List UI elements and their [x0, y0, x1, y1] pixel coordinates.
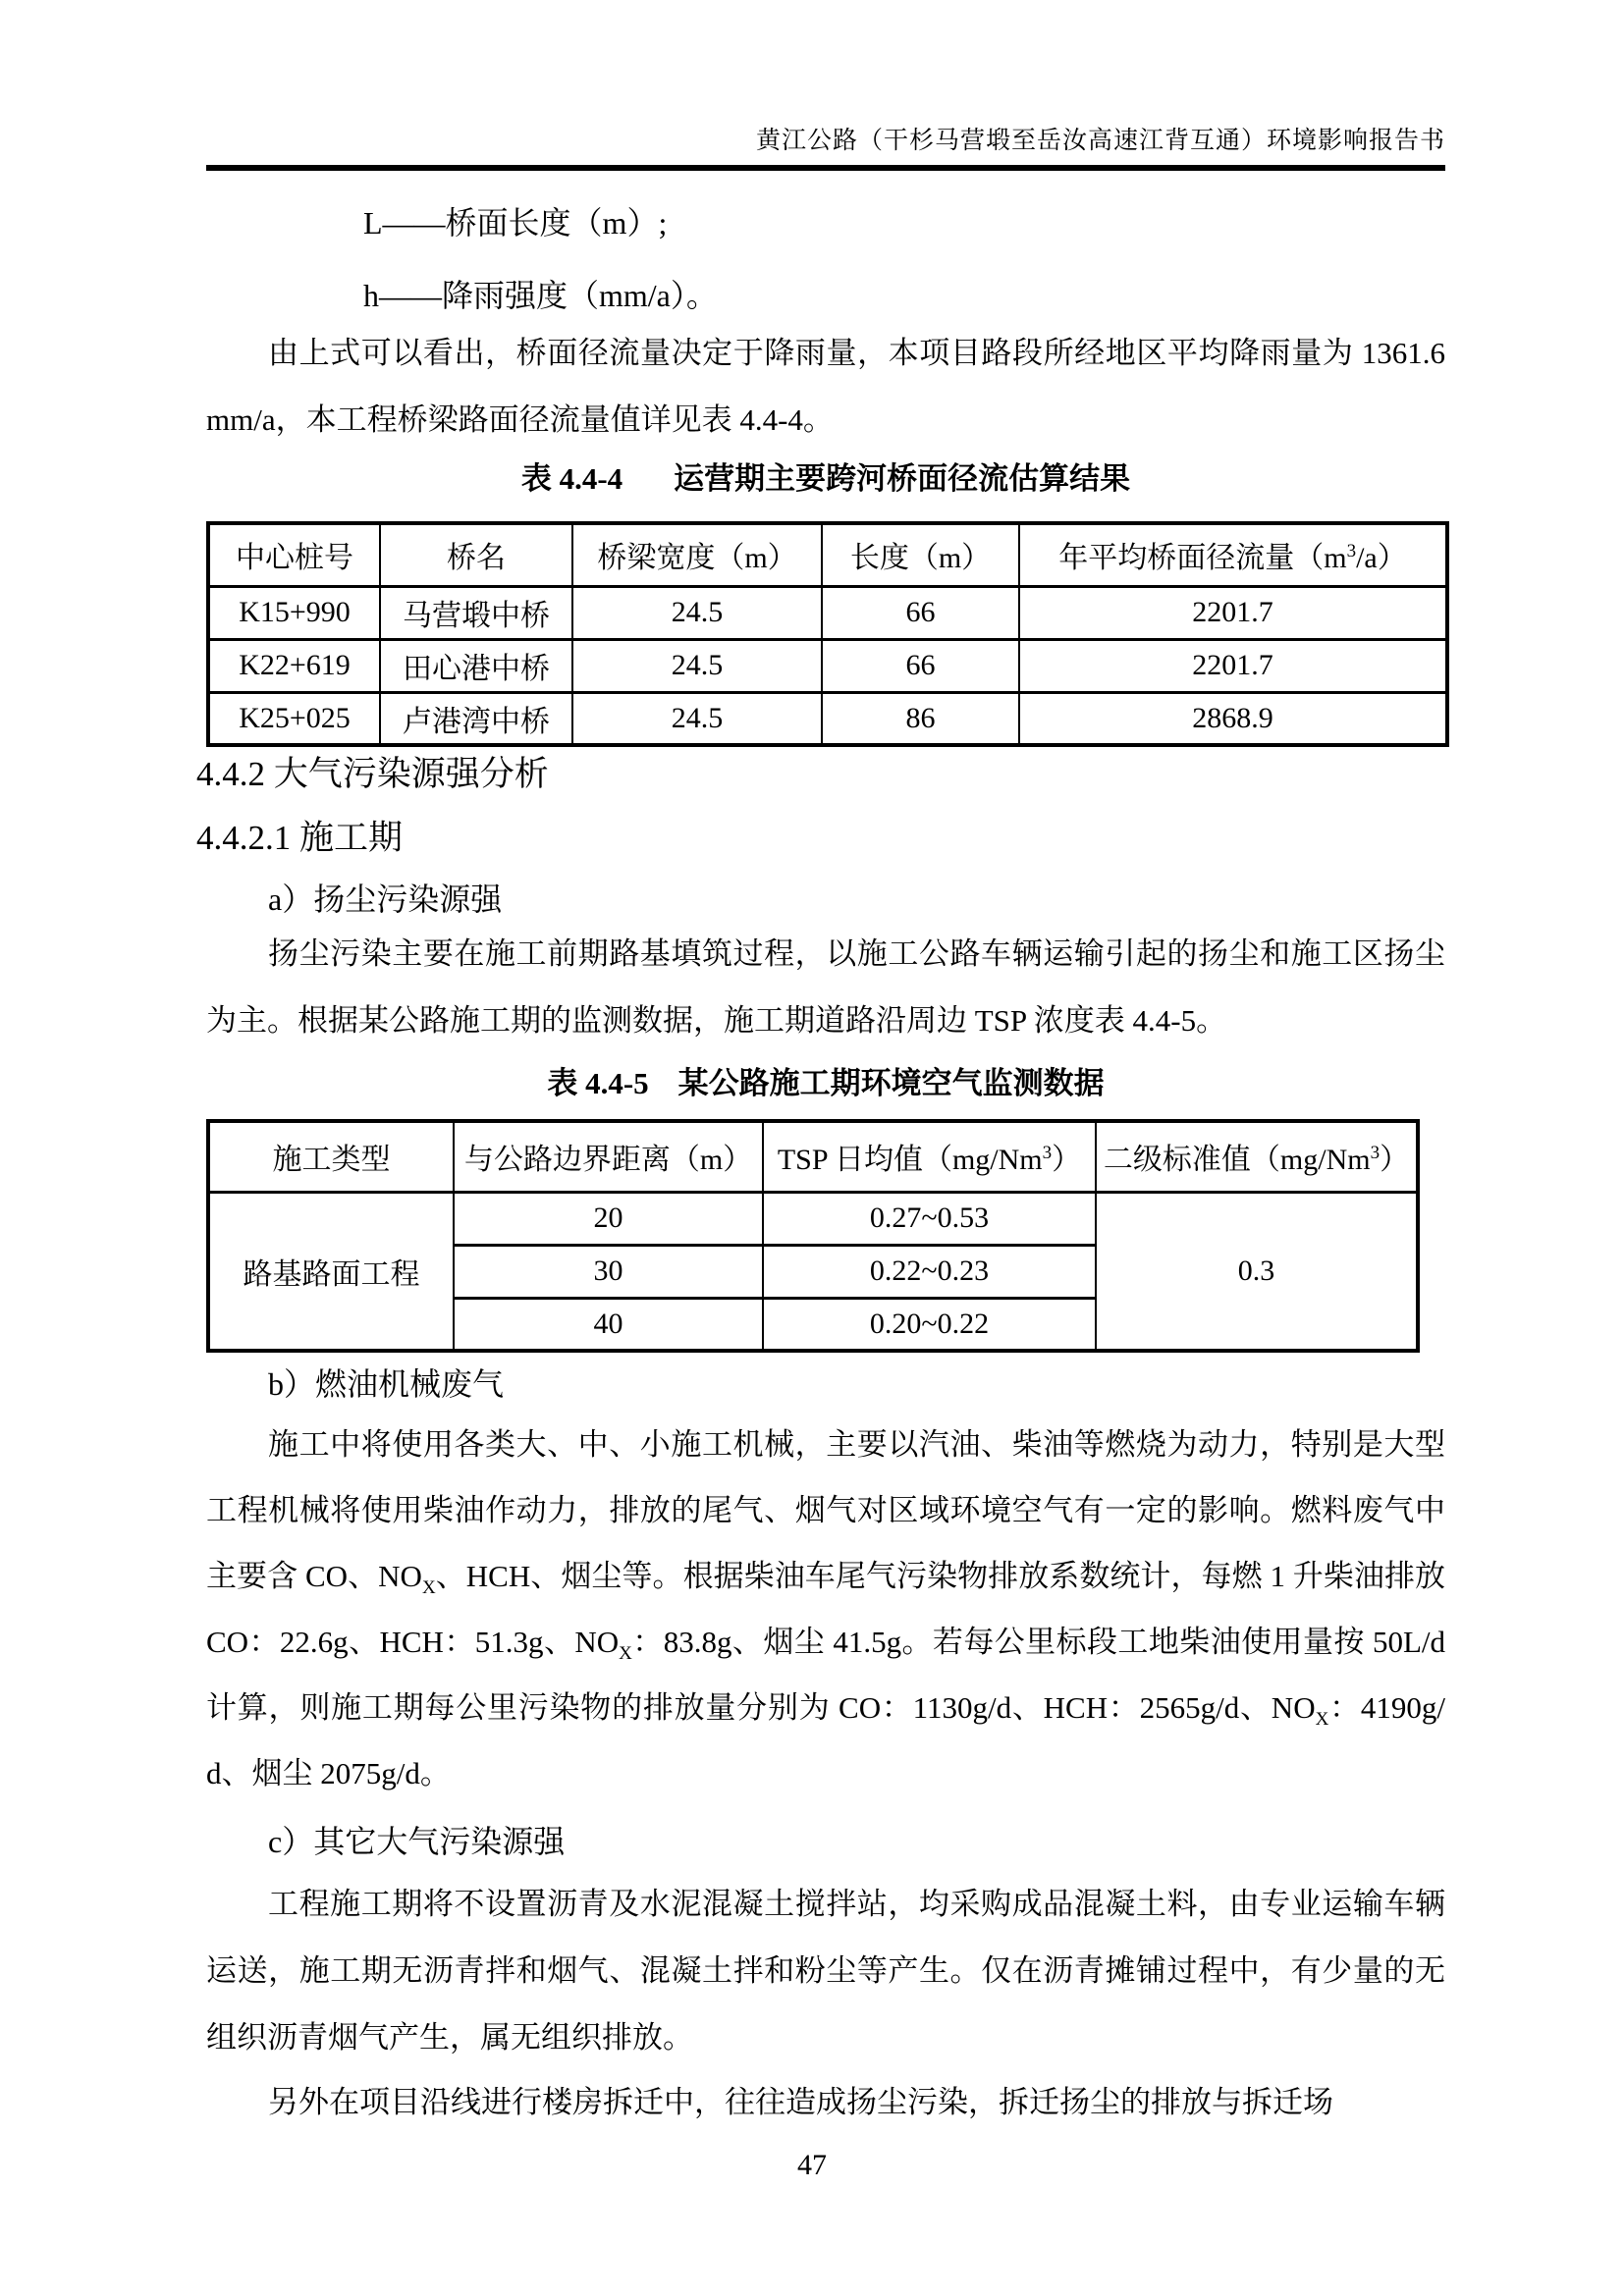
cell-tsp: 0.20~0.22	[763, 1298, 1096, 1351]
col-header-bridge-name: 桥名	[380, 523, 572, 586]
table-4-4-5-caption-title: 某公路施工期环境空气监测数据	[677, 1066, 1105, 1100]
heading-4-4-2: 4.4.2 大气污染源强分析	[196, 755, 549, 793]
paragraph-demolition: 另外在项目沿线进行楼房拆迁中，往往造成扬尘污染，拆迁扬尘的排放与拆迁场	[268, 2085, 1333, 2119]
table-air-monitoring	[206, 1119, 1420, 1353]
col-header-distance: 与公路边界距离（m）	[454, 1121, 763, 1192]
cell-distance: 20	[454, 1192, 763, 1245]
subscript-x: X	[1315, 1709, 1329, 1731]
cell-bridge-name: 马营塅中桥	[380, 586, 572, 639]
cell-length: 66	[822, 639, 1019, 692]
definition-rain-intensity: h——降雨强度（mm/a）。	[363, 278, 718, 313]
cell-stake: K15+990	[208, 586, 380, 639]
table-row	[208, 1121, 1418, 1192]
cell-stake: K22+619	[208, 639, 380, 692]
col-header-standard: 二级标准值（mg/Nm$^3$）	[1096, 1121, 1418, 1192]
cell-bridge-name: 卢港湾中桥	[380, 692, 572, 745]
cell-runoff: 2201.7	[1019, 639, 1447, 692]
cell-width: 24.5	[572, 586, 822, 639]
table-bridge-runoff	[206, 521, 1449, 747]
item-a-dust-source: a）扬尘污染源强	[268, 881, 503, 917]
table-row	[208, 639, 1447, 692]
cell-tsp: 0.27~0.53	[763, 1192, 1096, 1245]
page-number: 47	[797, 2149, 827, 2181]
cell-width: 24.5	[572, 692, 822, 745]
cell-length: 66	[822, 586, 1019, 639]
subscript-x: X	[421, 1577, 436, 1599]
superscript-3: 3	[1370, 1143, 1380, 1164]
item-c-other-sources: c）其它大气污染源强	[268, 1824, 566, 1859]
table-row	[208, 1192, 1418, 1245]
cell-construction-type: 路基路面工程	[208, 1192, 454, 1351]
superscript-3: 3	[1042, 1143, 1053, 1164]
heading-4-4-2-1: 4.4.2.1 施工期	[196, 819, 404, 857]
subscript-x: X	[619, 1643, 632, 1665]
col-header-tsp: TSP 日均值（mg/Nm$^3$）	[763, 1121, 1096, 1192]
page-header-rule	[206, 165, 1445, 171]
cell-distance: 40	[454, 1298, 763, 1351]
table-row	[208, 692, 1447, 745]
table-4-4-4-caption-label: 表 4.4-4	[520, 461, 623, 496]
cell-runoff: 2201.7	[1019, 586, 1447, 639]
col-header-width: 桥梁宽度（m）	[572, 523, 822, 586]
cell-standard: 0.3	[1096, 1192, 1418, 1351]
paragraph-runoff-intro: 由上式可以看出，桥面径流量决定于降雨量，本项目路段所经地区平均降雨量为 1361.6mm/a，本工程桥梁路面径流量值详见表 4.4-4。	[206, 336, 1445, 437]
cell-tsp: 0.22~0.23	[763, 1245, 1096, 1298]
page-header-title: 黄江公路（干杉马营塅至岳汝高速江背互通）环境影响报告书	[755, 128, 1445, 154]
superscript-3: 3	[1346, 541, 1357, 562]
col-header-construction-type: 施工类型	[208, 1121, 454, 1192]
paragraph-fuel-exhaust: 施工中将使用各类大、中、小施工机械，主要以汽油、柴油等燃烧为动力，特别是大型工程机械将使用柴油作动力，排放的尾气、烟气对区域环境空气有一定的影响。燃料废气中主要含 CO、$NO_X$、HCH、烟尘等。根据柴油车尾气污染物排放系数统计，每燃 1 升柴油排放 CO：22.6g、HCH：51.3g、$NO_X$：83.8g、烟尘 41.5g。若每公里标段工地柴油使用量按 50L/d 计算，则施工期每公里污染物的排放量分别为 CO：1130g/d、HCH：2565g/d、$NO_X$：4190g/d、烟尘 2075g/d。	[206, 1427, 1446, 1790]
item-b-fuel-exhaust: b）燃油机械废气	[268, 1366, 505, 1402]
formula-definitions	[206, 187, 1445, 332]
cell-length: 86	[822, 692, 1019, 745]
col-header-runoff: 年平均桥面径流量$(m^3/a)$	[1019, 523, 1447, 586]
table-4-4-4-caption	[206, 454, 1445, 505]
col-header-stake: 中心桩号	[208, 523, 380, 586]
table-4-4-5-caption	[206, 1058, 1445, 1109]
table-row	[208, 523, 1447, 586]
definition-bridge-length: L——桥面长度（m）;	[363, 205, 668, 240]
col-header-length: 长度（m）	[822, 523, 1019, 586]
table-row	[208, 586, 1447, 639]
cell-stake: K25+025	[208, 692, 380, 745]
cell-bridge-name: 田心港中桥	[380, 639, 572, 692]
cell-width: 24.5	[572, 639, 822, 692]
table-4-4-4-caption-title: 运营期主要跨河桥面径流估算结果	[674, 461, 1131, 496]
table-4-4-5-caption-label: 表 4.4-5	[547, 1066, 649, 1100]
paragraph-other-sources: 工程施工期将不设置沥青及水泥混凝土搅拌站，均采购成品混凝土料，由专业运输车辆运送，施工期无沥青拌和烟气、混凝土拌和粉尘等产生。仅在沥青摊铺过程中，有少量的无组织沥青烟气产生，属无组织排放。	[206, 1887, 1445, 2055]
cell-runoff: 2868.9	[1019, 692, 1447, 745]
cell-distance: 30	[454, 1245, 763, 1298]
paragraph-dust: 扬尘污染主要在施工前期路基填筑过程，以施工公路车辆运输引起的扬尘和施工区扬尘为主。根据某公路施工期的监测数据，施工期道路沿周边 TSP 浓度表 4.4-5。	[206, 936, 1445, 1038]
